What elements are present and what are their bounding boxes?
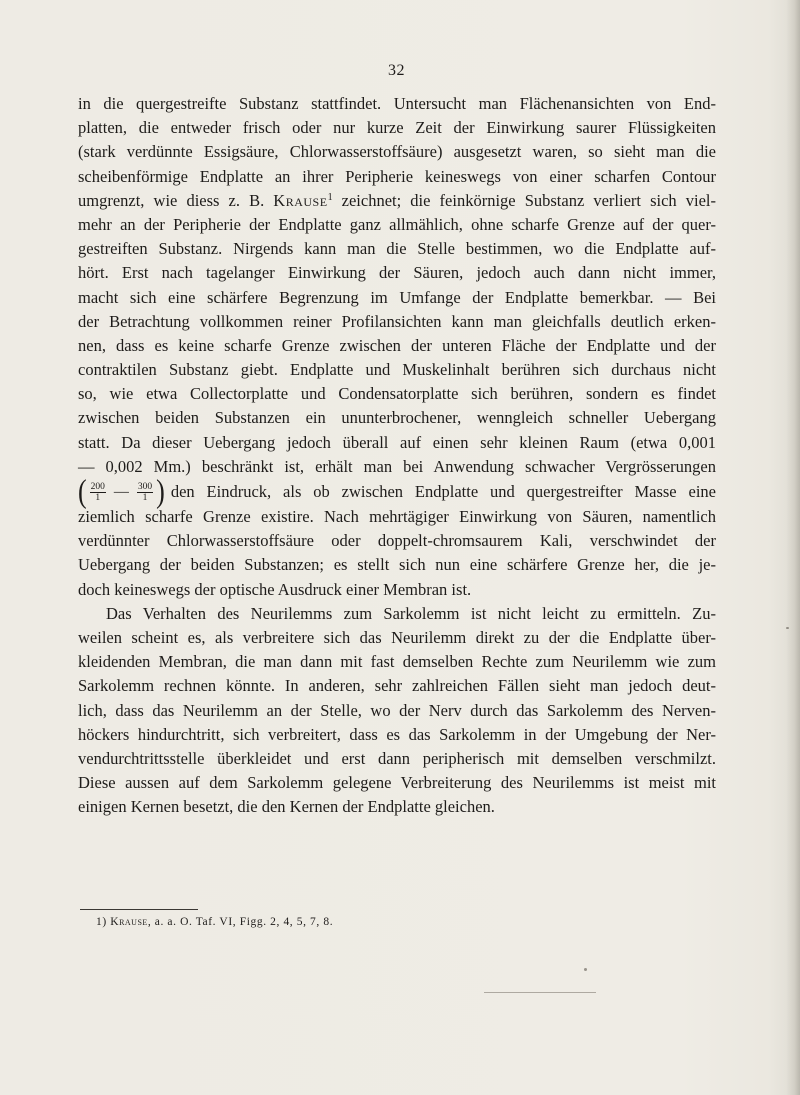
text-line: gestreiften Substanz. Nirgends kann man die Stelle bestimmen, wo die Endplatte auf- (78, 239, 716, 259)
text-line: mehr an der Peripherie der Endplatte ganz allmählich, ohne scharfe Grenze auf der quer- (78, 214, 716, 234)
text-line: kleidenden Membran, die man dann mit fast demselben Rechte zum Neurilemm wie zum (78, 652, 716, 672)
close-paren: ) (156, 473, 165, 510)
text-line: Uebergang der beiden Substanzen; es stellt sich nun eine schärfere Grenze her, die je- (78, 555, 716, 575)
author-name: Krause (273, 190, 328, 210)
open-paren: ( (78, 473, 87, 510)
fraction-200-over-1 (90, 482, 106, 503)
text-line: lich, dass das Neurilemm an der Stelle, wo der Nerv durch das Sarkolemm des Nerven- (78, 700, 716, 720)
text-line: hört. Erst nach tagelanger Einwirkung der Säuren, jedoch auch dann nicht immer, (78, 263, 716, 283)
fraction-numerator: 200 (90, 481, 105, 492)
text-line: macht sich eine schärfere Begrenzung im Umfange der Endplatte bemerkbar. — Bei (78, 287, 716, 307)
text-line-with-footnote-ref (78, 189, 716, 213)
text-line: (stark verdünnte Essigsäure, Chlorwasserstoffsäure) ausgesetzt waren, so sieht man die (78, 142, 716, 162)
text-line: so, wie etwa Collectorplatte und Condensatorplatte sich berühren, sondern es findet (78, 384, 716, 404)
footnote-author: Krause (110, 916, 148, 928)
text-line: Diese aussen auf dem Sarkolemm gelegene Verbreiterung des Neurilemms ist meist mit (78, 773, 716, 793)
text-line: statt. Da dieser Uebergang jedoch überall auf einen sehr kleinen Raum (etwa 0,001 (78, 432, 716, 452)
text-line: Sarkolemm rechnen könnte. In anderen, sehr zahlreichen Fällen sieht man jedoch deut- (78, 676, 716, 696)
fraction-numerator: 300 (137, 481, 153, 492)
text-line: einigen Kernen besetzt, die den Kernen der Endplatte gleichen. (78, 797, 495, 817)
page-number: 32 (388, 62, 405, 79)
range-dash: — (113, 483, 129, 500)
paper-speck (584, 968, 587, 971)
text-line: der Betrachtung vollkommen reiner Profilansichten kann man gleichfalls deutlich erken- (78, 311, 716, 331)
fraction-denominator: 1 (142, 492, 148, 503)
text-fragment: den Eindruck, als ob zwischen Endplatte und quergestreifter Masse eine (170, 481, 716, 501)
text-line: verdünnter Chlorwasserstoffsäure oder doppelt-chromsaurem Kali, verschwindet der (78, 531, 716, 551)
text-fragment: umgrenzt, wie diess z. B. (78, 190, 265, 210)
footnote-divider (80, 909, 198, 910)
footnote (96, 916, 333, 928)
body-text (78, 92, 716, 819)
text-line: zwischen beiden Substanzen ein ununterbrochener, wenngleich schneller Uebergang (78, 408, 716, 428)
text-line: weilen scheint es, als verbreitere sich das Neurilemm direkt zu der die Endplatte über- (78, 627, 716, 647)
fraction-denominator: 1 (95, 492, 101, 503)
paragraph-first-line: Das Verhalten des Neurilemms zum Sarkolemm ist nicht leicht zu ermitteln. Zu- (106, 603, 716, 623)
fraction-300-over-1 (137, 482, 153, 503)
text-line: in die quergestreifte Substanz stattfindet. Untersucht man Flächenansichten von End- (78, 94, 716, 113)
page-edge-shadow (786, 0, 800, 1095)
text-fragment: zeichnet; die feinkörnige Substanz verliert sich viel- (341, 190, 716, 210)
text-line: nen, dass es keine scharfe Grenze zwischen der unteren Fläche der Endplatte und der (78, 335, 716, 355)
footnote-text: , a. a. O. Taf. VI, Figg. 2, 4, 5, 7, 8. (147, 916, 334, 928)
text-line: contraktilen Substanz giebt. Endplatte und Muskelinhalt berühren sich durchaus nicht (78, 360, 716, 380)
text-line: — 0,002 Mm.) beschränkt ist, erhält man bei Anwendung schwacher Vergrösserungen (78, 456, 716, 476)
text-line: platten, die entweder frisch oder nur kurze Zeit der Einwirkung saurer Flüssigkeiten (78, 118, 716, 138)
text-line: höckers hindurchtritt, sich verbreitert, dass es das Sarkolemm in der Umgebung der Ner- (78, 724, 716, 744)
paper-speck (786, 627, 789, 629)
footnote-reference: 1 (327, 191, 333, 203)
text-line: doch keineswegs der optische Ausdruck einer Membran ist. (78, 579, 472, 599)
text-line: scheibenförmige Endplatte an ihrer Peripherie keineswegs von einer scharfen Contour (78, 166, 716, 186)
text-line-with-fractions (78, 473, 716, 510)
footnote-mark: 1) (96, 916, 107, 928)
paper-smudge-line (484, 992, 596, 993)
text-line: vendurchtrittsstelle überkleidet und erst dann peripherisch mit demselben verschmilzt. (78, 748, 716, 768)
text-line: ziemlich scharfe Grenze existire. Nach mehrtägiger Einwirkung von Säuren, namentlich (78, 507, 716, 526)
